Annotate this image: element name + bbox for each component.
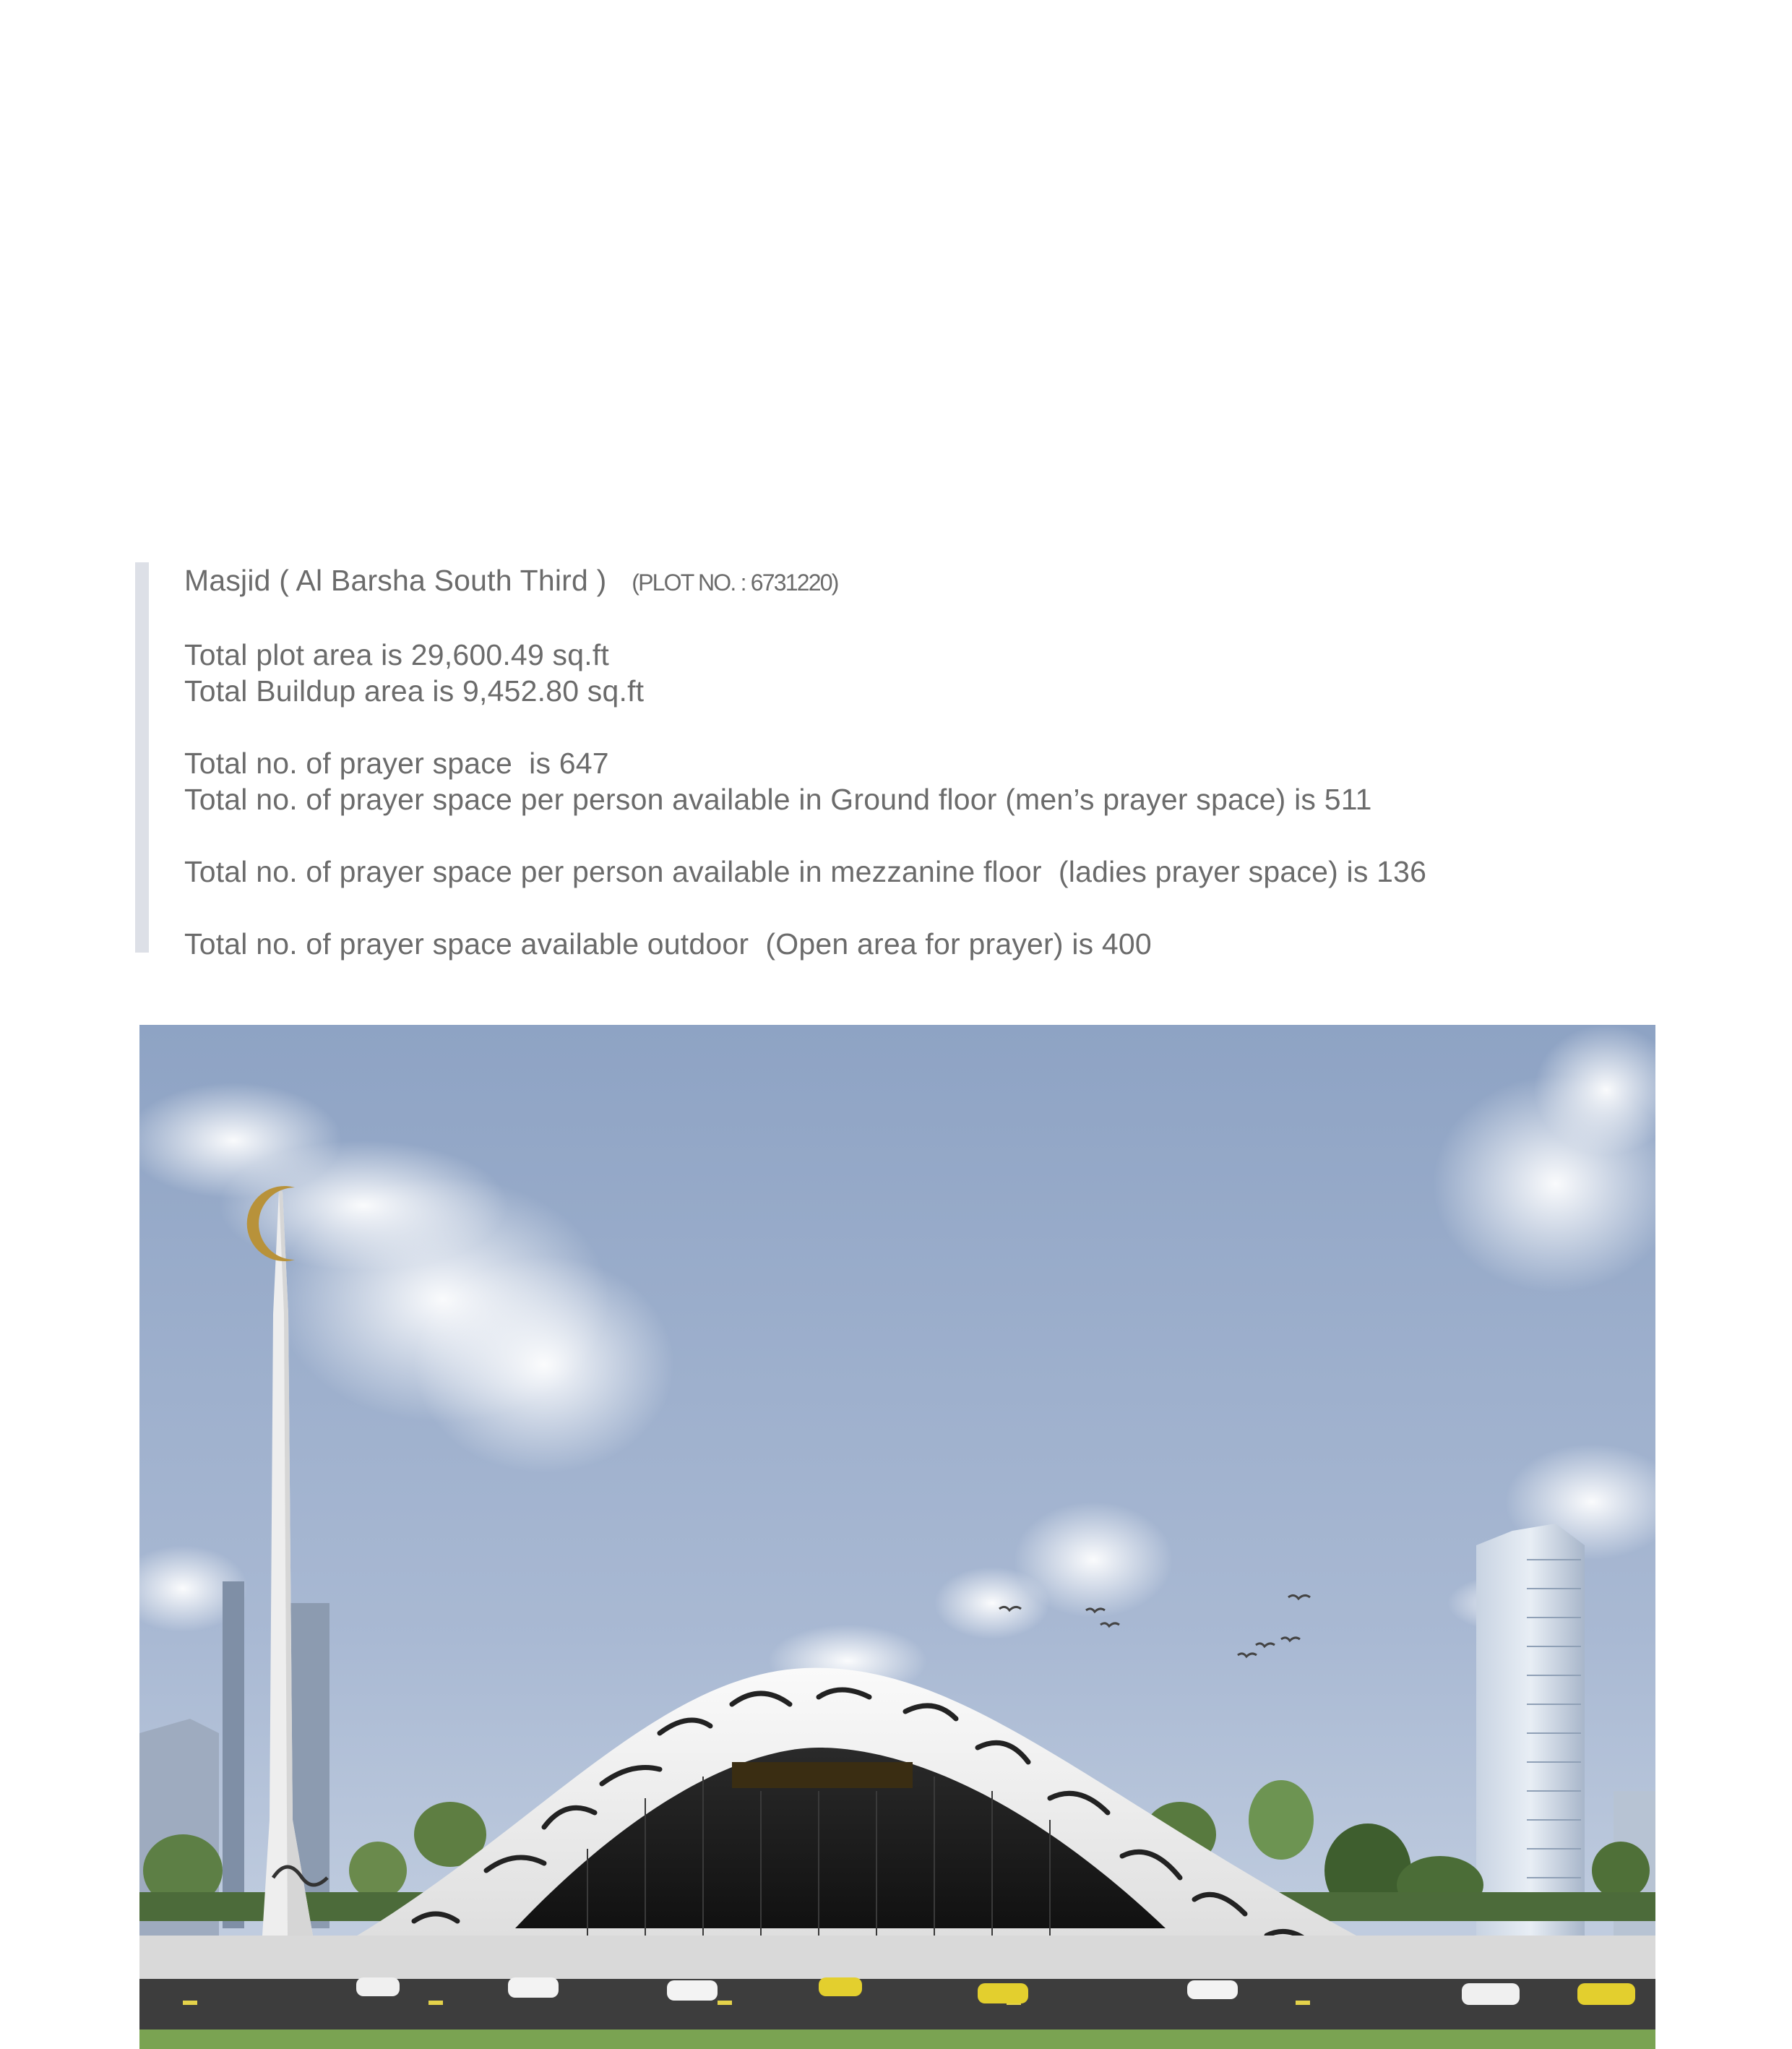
mosque-rendering	[139, 1025, 1655, 2049]
buildup-area: Total Buildup area is 9,452.80 sq.ft	[184, 674, 645, 708]
info-text	[184, 562, 1629, 962]
grass	[139, 2029, 1655, 2049]
plot-number: (PLOT NO. : 6731220)	[632, 570, 838, 596]
title-row	[184, 562, 1629, 601]
project-info	[135, 562, 1653, 961]
mezzanine-prayer-space: Total no. of prayer space per person available in mezzanine floor (ladies prayer space) is 136	[184, 855, 1427, 888]
total-prayer-space: Total no. of prayer space is 647	[184, 747, 609, 780]
project-title: Masjid ( Al Barsha South Third )	[184, 564, 607, 597]
ground-floor-prayer-space: Total no. of prayer space per person available in Ground floor (men’s prayer space) is 511	[184, 783, 1372, 816]
accent-bar	[135, 562, 149, 953]
plot-area: Total plot area is 29,600.49 sq.ft	[184, 638, 610, 671]
mosque-rendering-illustration	[139, 1025, 1655, 2049]
outdoor-prayer-space: Total no. of prayer space available outdoor (Open area for prayer) is 400	[184, 927, 1152, 961]
plaza	[139, 1936, 1655, 1979]
